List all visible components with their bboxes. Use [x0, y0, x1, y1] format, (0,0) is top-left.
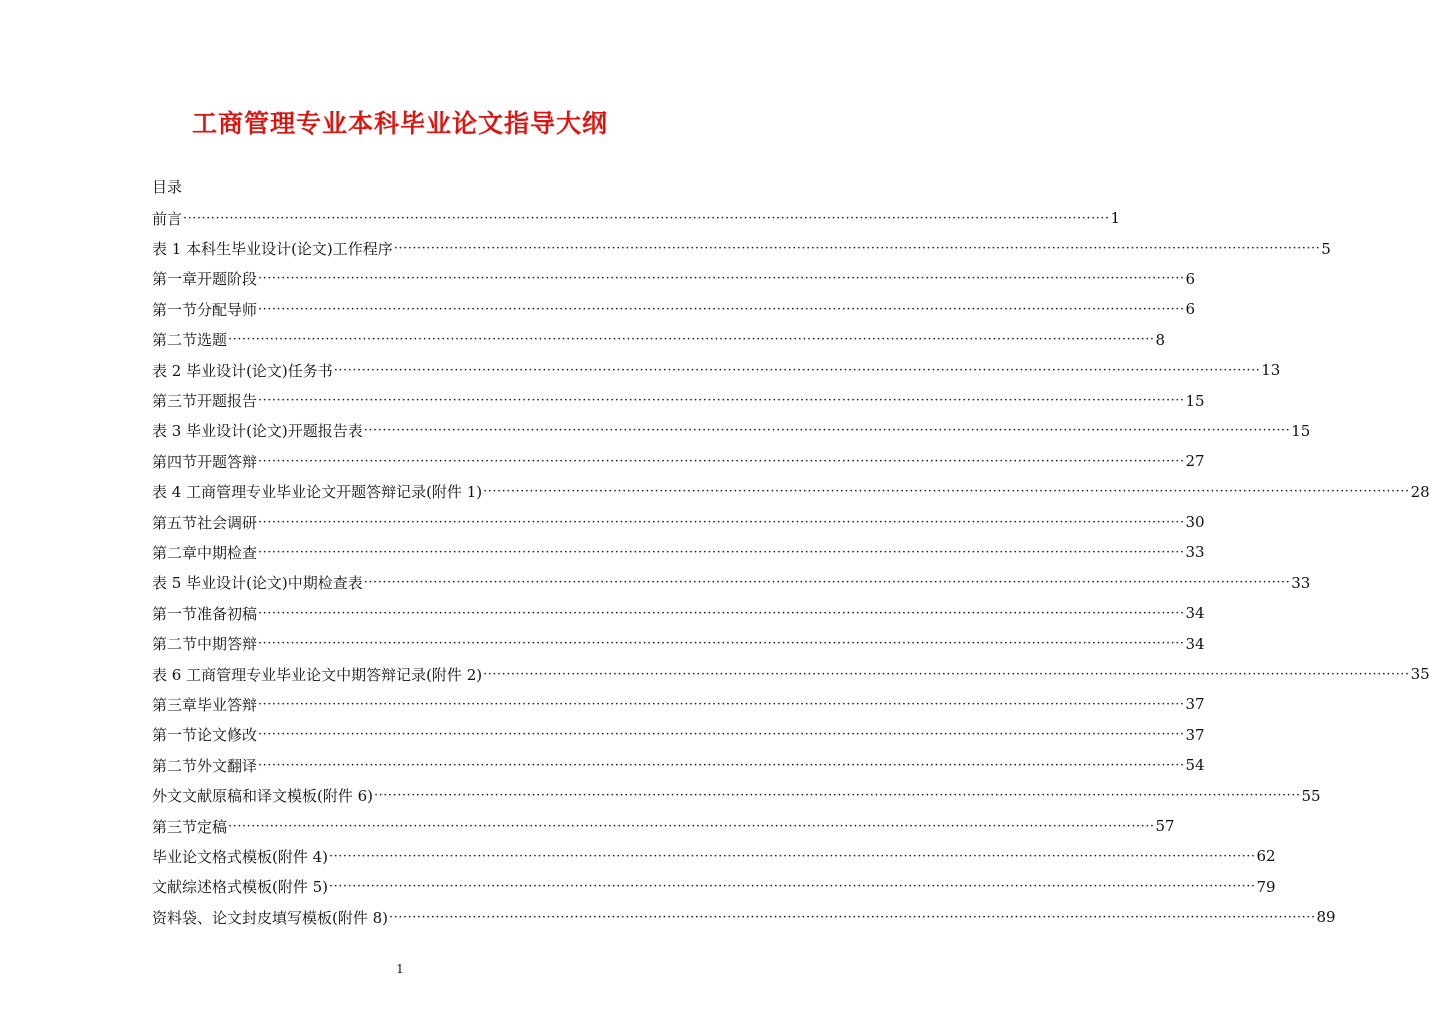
- toc-entry-page: 27: [1185, 452, 1205, 471]
- toc-entry-label: 外文文献原稿和译文模板(附件 6): [152, 787, 374, 806]
- toc-entry-label: 第三节开题报告: [152, 392, 258, 411]
- document-title: 工商管理专业本科毕业论文指导大纲: [191, 109, 608, 138]
- toc-leader-dots: ········································································································································································································: [258, 727, 1185, 743]
- toc-leader-dots: ········································································································································································································: [258, 514, 1185, 530]
- toc-leader-dots: ········································································································································································································: [258, 271, 1185, 287]
- toc-entry-page: 15: [1291, 421, 1311, 440]
- toc-heading: 目录: [152, 178, 183, 196]
- toc-leader-dots: ········································································································································································································: [363, 575, 1291, 591]
- toc-entry[interactable]: [152, 659, 1430, 689]
- toc-entry-label: 表 3 毕业设计(论文)开题报告表: [152, 422, 363, 441]
- toc-entry[interactable]: [152, 720, 1205, 750]
- toc-entry[interactable]: [152, 446, 1205, 476]
- toc-leader-dots: ········································································································································································································: [258, 393, 1185, 409]
- toc-entry[interactable]: [152, 233, 1331, 263]
- toc-leader-dots: ········································································································································································································: [329, 848, 1256, 864]
- toc-entry-page: 55: [1301, 786, 1321, 805]
- toc-entry[interactable]: [152, 477, 1430, 507]
- toc-entry-label: 第二节中期答辩: [152, 635, 258, 654]
- toc-entry-label: 前言: [152, 209, 183, 228]
- toc-entry-label: 表 4 工商管理专业毕业论文开题答辩记录(附件 1): [152, 483, 483, 502]
- toc-entry-label: 第一节论文修改: [152, 726, 258, 745]
- toc-entry[interactable]: [152, 628, 1205, 658]
- toc-entry-label: 表 6 工商管理专业毕业论文中期答辩记录(附件 2): [152, 665, 483, 684]
- toc-entry[interactable]: [152, 416, 1311, 446]
- toc-entry-label: 第二章中期检查: [152, 543, 258, 562]
- toc-entry-label: 第四节开题答辩: [152, 452, 258, 471]
- toc-entry-page: 28: [1410, 482, 1430, 501]
- toc-entry[interactable]: [152, 385, 1205, 415]
- toc-leader-dots: ········································································································································································································: [483, 666, 1410, 682]
- toc-entry-label: 文献综述格式模板(附件 5): [152, 878, 329, 897]
- toc-entry-label: 第三节定稿: [152, 817, 228, 836]
- toc-entry-page: 79: [1256, 877, 1276, 896]
- toc-entry-label: 第二节选题: [152, 331, 228, 350]
- toc-entry[interactable]: [152, 355, 1281, 385]
- toc-entry-page: 62: [1256, 847, 1276, 866]
- toc-entry[interactable]: [152, 264, 1196, 294]
- toc-leader-dots: ········································································································································································································: [228, 332, 1155, 348]
- toc-leader-dots: ········································································································································································································: [389, 909, 1316, 925]
- toc-leader-dots: ········································································································································································································: [333, 362, 1261, 378]
- toc-leader-dots: ········································································································································································································: [483, 484, 1410, 500]
- toc-entry[interactable]: [152, 325, 1166, 355]
- toc-entry-label: 表 2 毕业设计(论文)任务书: [152, 361, 333, 380]
- toc-entry[interactable]: [152, 841, 1276, 871]
- toc-entry-page: 33: [1185, 543, 1205, 562]
- toc-entry-label: 第一节分配导师: [152, 300, 258, 319]
- toc-leader-dots: ········································································································································································································: [228, 818, 1155, 834]
- toc-entry-label: 第一章开题阶段: [152, 270, 258, 289]
- toc-entry-page: 8: [1155, 330, 1166, 349]
- toc-entry-label: 毕业论文格式模板(附件 4): [152, 847, 329, 866]
- toc-entry-page: 13: [1261, 361, 1281, 380]
- toc-entry-label: 第三章毕业答辩: [152, 695, 258, 714]
- toc-entry[interactable]: [152, 537, 1205, 567]
- toc-entry-page: 57: [1155, 817, 1175, 835]
- toc-entry-page: 37: [1185, 725, 1205, 744]
- toc-entry-page: 30: [1185, 513, 1205, 532]
- toc-leader-dots: ········································································································································································································: [258, 757, 1185, 773]
- toc-entry-page: 34: [1185, 634, 1205, 653]
- toc-entry-page: 89: [1316, 908, 1336, 927]
- toc-leader-dots: ········································································································································································································: [258, 696, 1185, 712]
- table-of-contents: [152, 203, 1430, 932]
- toc-leader-dots: ········································································································································································································: [258, 544, 1185, 560]
- toc-entry-page: 37: [1185, 695, 1205, 714]
- toc-entry-page: 1: [1110, 209, 1121, 228]
- toc-leader-dots: ········································································································································································································: [374, 788, 1301, 804]
- toc-entry[interactable]: [152, 507, 1205, 537]
- toc-entry-page: 35: [1410, 665, 1430, 684]
- toc-entry-page: 34: [1185, 604, 1205, 623]
- toc-leader-dots: ········································································································································································································: [393, 241, 1321, 257]
- toc-entry-label: 表 5 毕业设计(论文)中期检查表: [152, 574, 363, 593]
- toc-entry[interactable]: [152, 872, 1276, 902]
- toc-entry-page: 6: [1185, 300, 1196, 319]
- toc-entry-page: 15: [1185, 391, 1205, 410]
- toc-entry[interactable]: [152, 902, 1336, 932]
- toc-entry[interactable]: [152, 568, 1311, 598]
- toc-entry[interactable]: [152, 750, 1205, 780]
- toc-entry[interactable]: [152, 811, 1175, 841]
- toc-entry-label: 第五节社会调研: [152, 513, 258, 532]
- toc-entry[interactable]: [152, 780, 1321, 810]
- toc-leader-dots: ········································································································································································································: [258, 453, 1185, 469]
- toc-leader-dots: ········································································································································································································: [363, 423, 1291, 439]
- toc-entry-label: 表 1 本科生毕业设计(论文)工作程序: [152, 240, 393, 259]
- toc-entry[interactable]: [152, 203, 1121, 233]
- toc-entry-label: 第二节外文翻译: [152, 756, 258, 775]
- toc-entry[interactable]: [152, 598, 1205, 628]
- toc-entry[interactable]: [152, 294, 1196, 324]
- toc-leader-dots: ········································································································································································································: [258, 636, 1185, 652]
- toc-leader-dots: ········································································································································································································: [329, 879, 1256, 895]
- toc-entry-page: 6: [1185, 269, 1196, 288]
- toc-leader-dots: ········································································································································································································: [258, 605, 1185, 621]
- toc-leader-dots: ········································································································································································································: [258, 301, 1185, 317]
- toc-entry[interactable]: [152, 689, 1205, 719]
- toc-entry-page: 5: [1321, 239, 1331, 258]
- page-number: 1: [396, 962, 404, 976]
- toc-entry-label: 第一节准备初稿: [152, 604, 258, 623]
- toc-entry-page: 33: [1291, 573, 1311, 592]
- toc-entry-page: 54: [1185, 756, 1205, 775]
- toc-leader-dots: ········································································································································································································: [183, 210, 1110, 226]
- toc-entry-label: 资料袋、论文封皮填写模板(附件 8): [152, 908, 389, 927]
